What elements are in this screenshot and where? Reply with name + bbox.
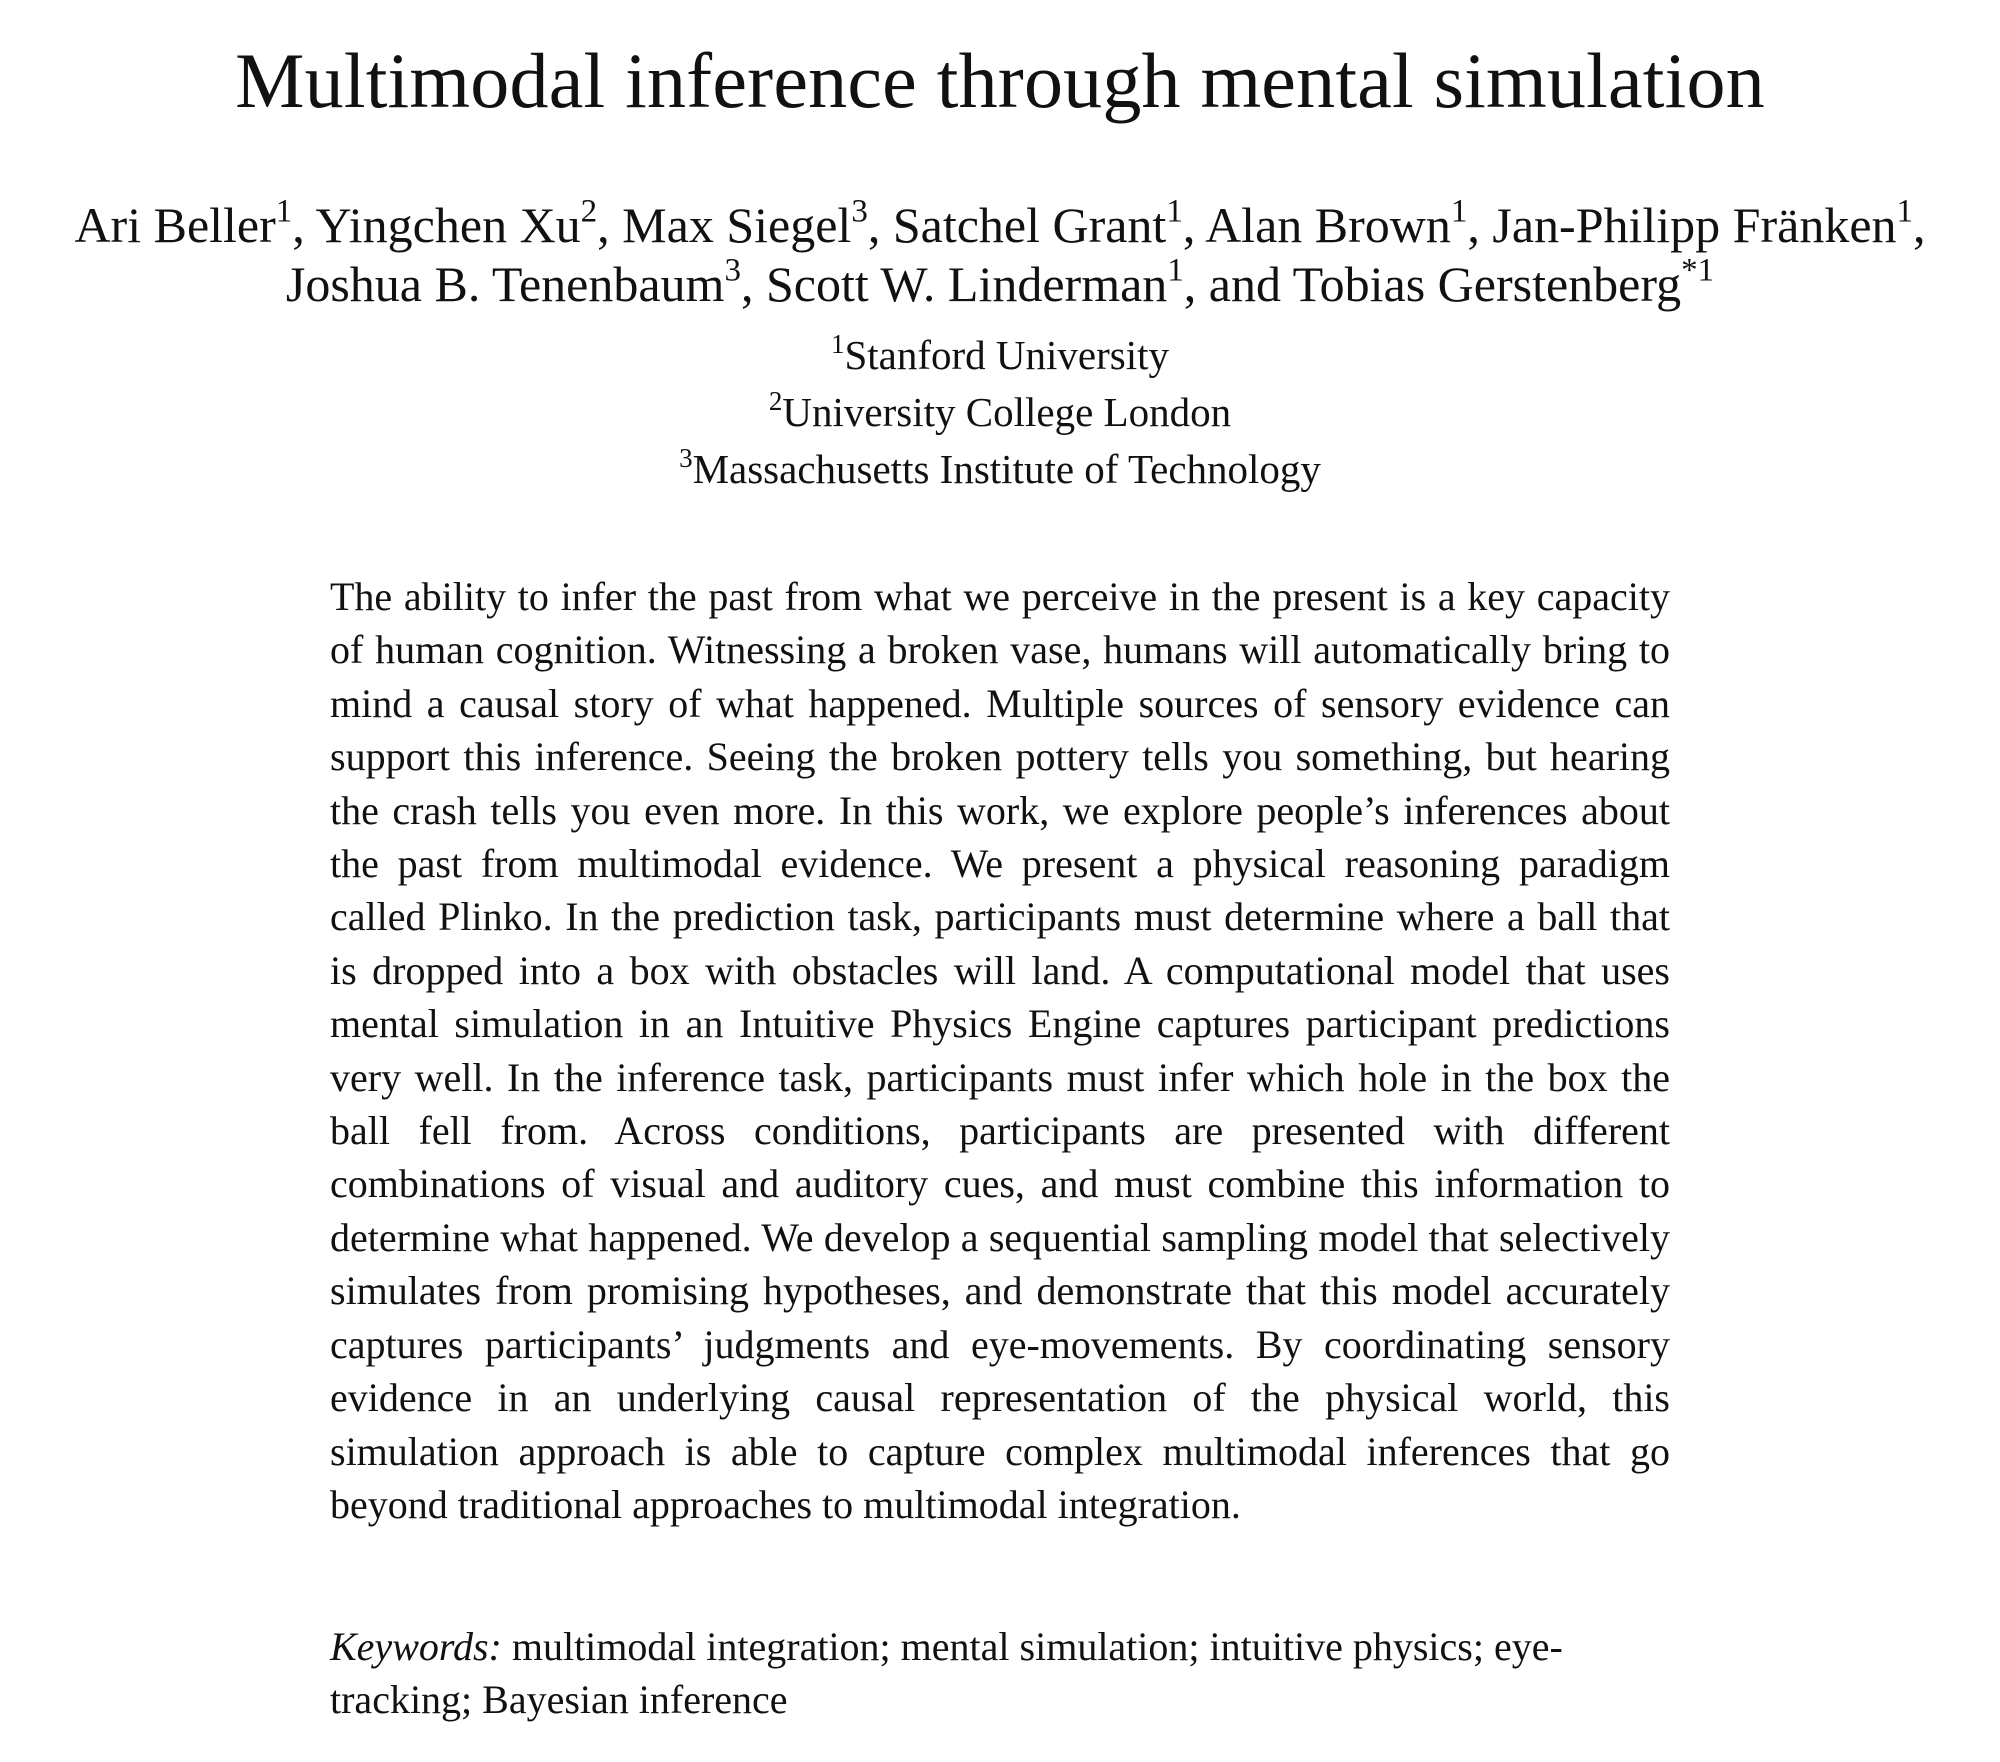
author-separator: , xyxy=(1467,197,1493,253)
affiliation-mark: 1 xyxy=(275,193,293,230)
author xyxy=(892,193,1206,253)
keywords xyxy=(330,1620,1670,1726)
affiliation-mark: 3 xyxy=(679,442,693,473)
affiliation-mark: 1 xyxy=(1167,252,1184,289)
author xyxy=(765,252,1293,312)
author xyxy=(315,193,623,253)
affiliation-mark: *1 xyxy=(1681,252,1715,289)
abstract xyxy=(330,570,1670,1531)
affiliation-mark: 1 xyxy=(1896,193,1914,230)
author xyxy=(622,193,893,253)
author-separator: , xyxy=(740,256,766,312)
affiliation-mark: 1 xyxy=(1450,193,1468,230)
paper-title: Multimodal inference through mental simulation xyxy=(235,37,1765,124)
affiliation xyxy=(0,441,2000,498)
abstract-text: The ability to infer the past from what we perceive in the present is a key capacity of human cognition. Witnessing a broken vase, humans will automatically bring to mind a causal story of what happened. Multiple sources of sensory evidence can support this inference. Seeing the broken pottery tells you something, but hearing the crash tells you even more. In this work, we explore people’s inferences about the past from multimodal evidence. We present a physical reasoning paradigm called Plinko. In the prediction task, participants must determine where a ball that is dropped into a box with obstacles will land. A computational model that uses mental simulation in an Intuitive Physics Engine captures participant predictions very well. In the inference task, participants must infer which hole in the box the ball fell from. Across conditions, participants are presented with different combinations of visual and auditory cues, and must combine this information to determine what happened. We develop a sequential sampling model that selectively simulates from promising hypotheses, and demonstrate that this model accurately captures participants’ judgments and eye-movements. By coordinating sensory evidence in an underlying causal representation of the physical world, this simulation approach is able to capture complex multimodal inferences that go beyond traditional approaches to multimodal integration. xyxy=(330,574,1670,1527)
author-list xyxy=(40,193,1960,314)
author-name: Ari Beller xyxy=(74,197,276,253)
author xyxy=(285,252,766,312)
author-name: Alan Brown xyxy=(1205,197,1451,253)
author-name: Joshua B. Tenenbaum xyxy=(285,256,725,312)
author xyxy=(1205,193,1493,253)
author xyxy=(1292,252,1715,312)
affiliation-mark: 1 xyxy=(830,328,845,359)
author xyxy=(1492,193,1926,253)
author-name: Yingchen Xu xyxy=(315,197,581,253)
affiliation-name: University College London xyxy=(782,389,1232,435)
affiliation-mark: 2 xyxy=(580,193,598,230)
author-separator: , xyxy=(597,197,623,253)
affiliation-list xyxy=(0,327,2000,498)
author-name: Max Siegel xyxy=(622,197,852,253)
author-name: Jan-Philipp Fränken xyxy=(1492,197,1897,253)
author-name: Satchel Grant xyxy=(892,197,1167,253)
author-separator: , xyxy=(1182,197,1206,253)
affiliation-name: Stanford University xyxy=(844,332,1170,378)
affiliation-mark: 1 xyxy=(1166,193,1183,230)
affiliation-mark: 3 xyxy=(724,252,741,289)
affiliation xyxy=(0,327,2000,384)
affiliation-mark: 3 xyxy=(851,193,868,230)
affiliation xyxy=(0,384,2000,441)
author xyxy=(74,193,316,253)
author-separator: , and xyxy=(1183,256,1293,312)
keywords-label: Keywords: xyxy=(330,1624,502,1669)
affiliation-mark: 2 xyxy=(768,385,783,416)
author-separator: , xyxy=(292,197,316,253)
author-separator: , xyxy=(1913,197,1926,253)
author-separator: , xyxy=(867,197,893,253)
author-name: Tobias Gerstenberg xyxy=(1292,256,1682,312)
keywords-text: multimodal integration; mental simulation; intuitive physics; eye-tracking; Bayesian inference xyxy=(330,1624,1563,1722)
affiliation-name: Massachusetts Institute of Technology xyxy=(692,446,1321,492)
author-name: Scott W. Linderman xyxy=(765,256,1168,312)
